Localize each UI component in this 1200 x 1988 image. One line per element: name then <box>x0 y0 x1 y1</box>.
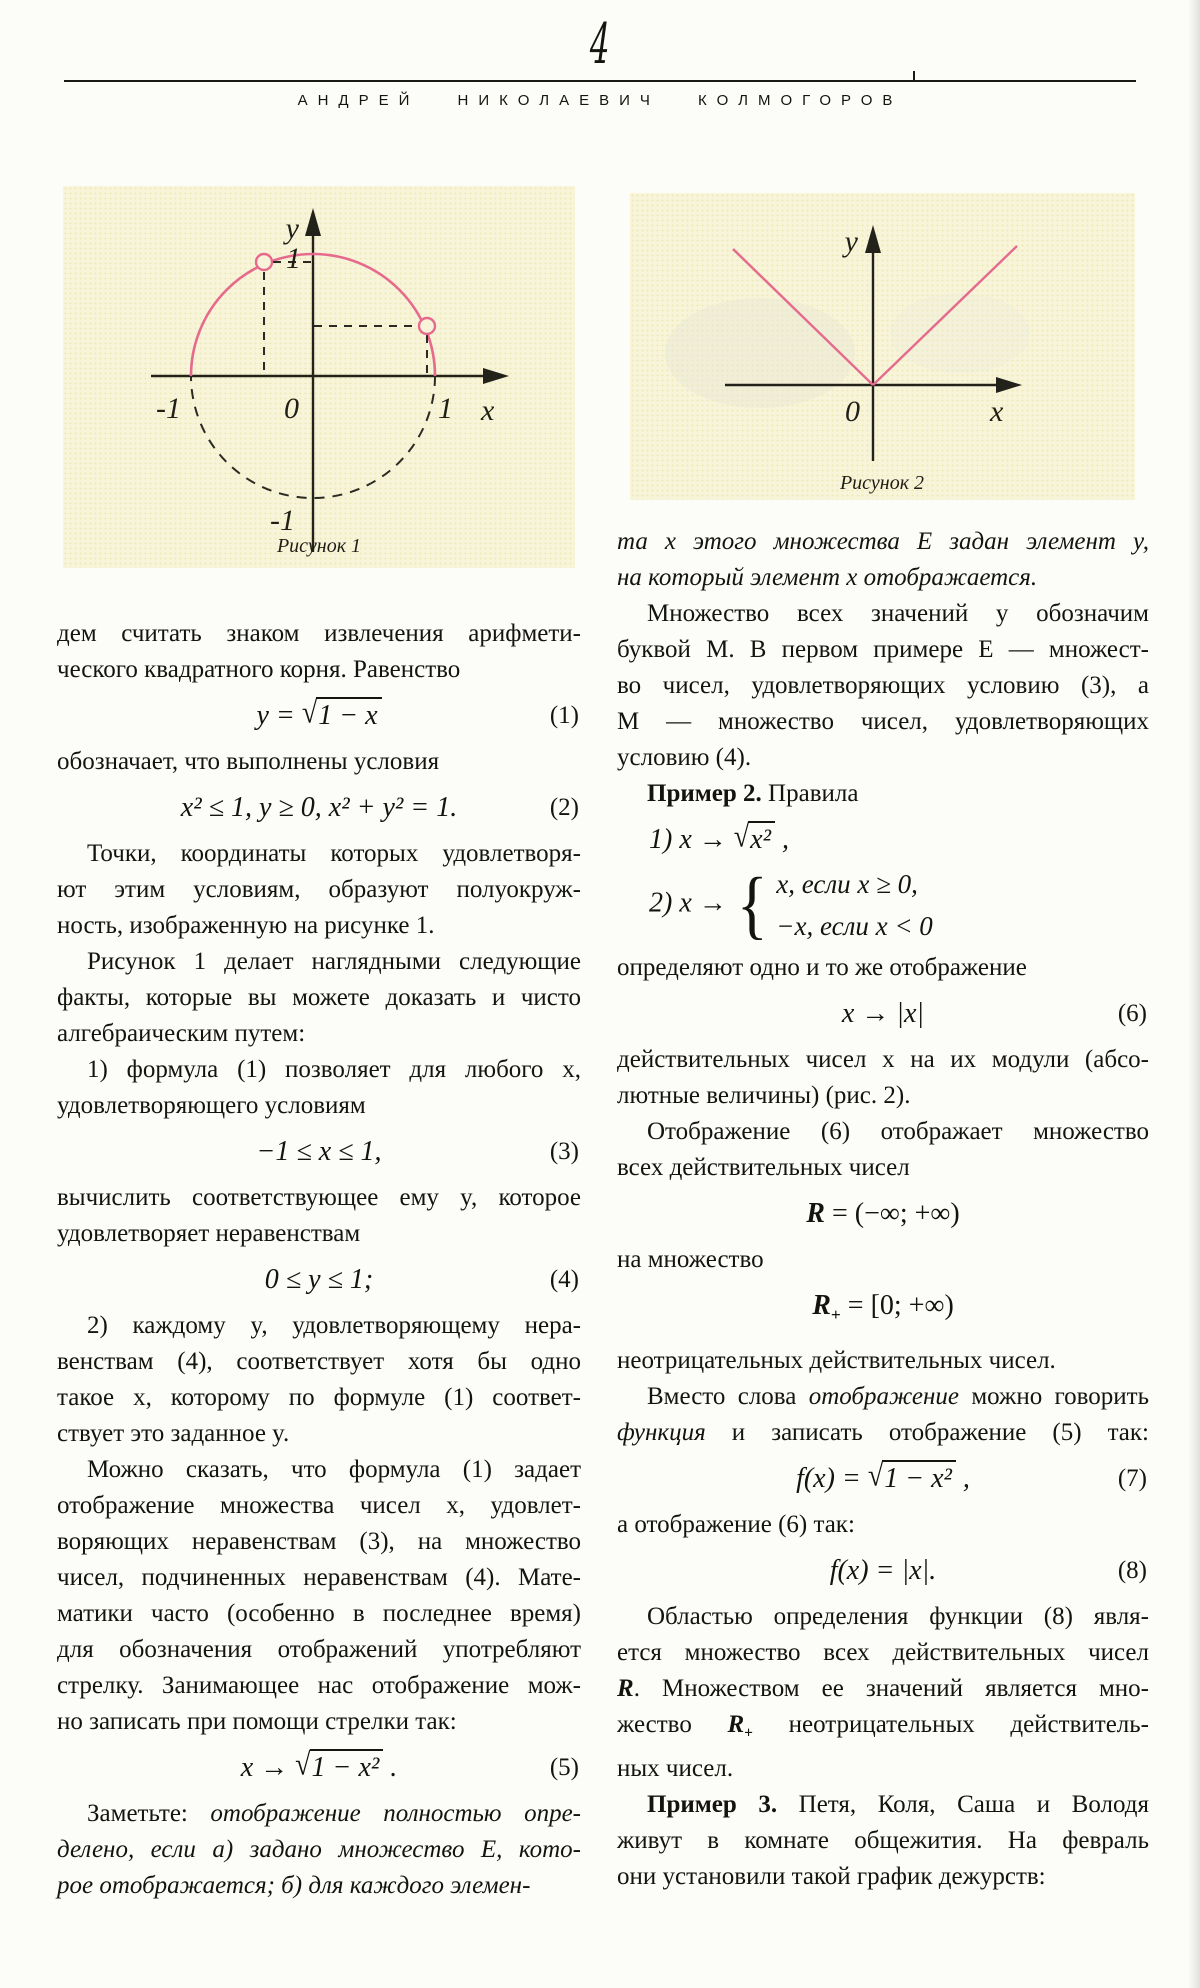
equation-R-plus: $R_+ = [0$; +∞) <box>812 1290 954 1325</box>
text-line: Заметьте: отображение полностью опре- <box>87 1800 581 1827</box>
text-line: алгебраическим путем: <box>57 1020 306 1047</box>
equation-5: x → √1 − x² . (5) <box>57 1748 581 1788</box>
running-header: АНДРЕЙ НИКОЛАЕВИЧ КОЛМОГОРОВ <box>297 92 903 109</box>
text-line: ется множество всех действительных чисел <box>617 1639 1149 1667</box>
text-line: но записать при помощи стрелки так: <box>57 1708 457 1735</box>
case-line: x, если x ≥ 0, <box>776 869 918 899</box>
equation-number: (2) <box>549 794 579 821</box>
header-rule <box>64 80 1136 82</box>
example-3-label: Пример 3. <box>647 1791 778 1819</box>
equation-number: (5) <box>549 1754 579 1781</box>
text-line: ность, изображенную на рисунке 1. <box>57 912 435 939</box>
text-line: неотрицательных действительных чисел. <box>617 1347 1056 1375</box>
text-line: они установили такой график дежурств: <box>617 1863 1046 1891</box>
equation-example2-rule1: 1) x → √x² , <box>617 820 1149 860</box>
text-line: факты, которые вы можете доказать и чисто <box>57 984 581 1011</box>
header-rule-tick <box>913 71 915 80</box>
text-line: во чисел, удовлетворяющих условию (3), а <box>617 672 1149 699</box>
fig2-x-label: x <box>990 395 1004 428</box>
point-marker <box>419 318 435 334</box>
text-line: а отображение (6) так: <box>617 1511 855 1539</box>
equation-1-math: y = √1 − x <box>256 696 381 736</box>
text-line: жество $R_+$ неотрицательных действитель- <box>617 1711 1149 1742</box>
fig1-minus-one-left-label: -1 <box>156 392 181 425</box>
equation-number: (3) <box>549 1138 579 1165</box>
sqrt-icon: √ <box>295 1747 311 1783</box>
text-line: обозначает, что выполнены условия <box>57 748 440 775</box>
scan-edge-shadow <box>1188 0 1200 1988</box>
equation-3: −1 ≤ x ≤ 1, (3) <box>57 1132 581 1172</box>
fig2-zero-label: 0 <box>845 395 860 428</box>
sqrt-icon: √ <box>733 819 750 855</box>
text-line: Вместо слова отображение можно говорить <box>647 1383 1149 1411</box>
text-line: чисел, подчиненных неравенствам (4). Мате- <box>57 1564 581 1591</box>
text-line: стрелку. Занимающее нас отображение мож- <box>57 1672 581 1699</box>
text-line: воряющих неравенствам (3), на множество <box>57 1528 581 1555</box>
text-line: Пример 2. Правила <box>647 780 859 807</box>
equation-number: (7) <box>1117 1465 1147 1493</box>
text-line: вычислить соответствующее ему y, которое <box>57 1184 581 1211</box>
text-line: ствует это заданное y. <box>57 1420 290 1447</box>
text-line: Множество всех значений y обозначим <box>647 600 1149 627</box>
left-column <box>57 616 581 1904</box>
figure-2-plot <box>630 193 1135 500</box>
fig1-minus-one-bottom-label: -1 <box>270 504 295 537</box>
figure-1 <box>63 186 575 568</box>
text-line: определяют одно и то же отображение <box>617 954 1027 981</box>
text-line: та x этого множества E задан элемент y, <box>617 528 1149 555</box>
y-axis-arrow-icon <box>865 225 881 253</box>
text-line: R. Множеством ее значений является мно- <box>617 1675 1149 1703</box>
text-line: рое отображается; б) для каждого элемен- <box>57 1872 531 1899</box>
set-R-symbol: R <box>806 1198 825 1229</box>
point-marker <box>256 254 272 270</box>
text-line: ют этим условиям, образуют полуокруж- <box>57 876 581 903</box>
text-line: 1) формула (1) позволяет для любого x, <box>87 1056 581 1083</box>
show-through-smudge <box>890 293 1030 373</box>
right-column <box>617 524 1149 1895</box>
equation-2: x² ≤ 1, y ≥ 0, x² + y² = 1. (2) <box>57 788 581 828</box>
equation-6: x → |x| (6) <box>617 994 1149 1034</box>
page-number: 4 <box>589 12 611 77</box>
show-through-smudge <box>665 298 855 408</box>
figure-1-plot <box>63 186 575 568</box>
text-line: M — множество чисел, удовлетворяющих <box>617 708 1149 735</box>
text-line: удовлетворяет неравенствам <box>57 1220 361 1247</box>
fig1-zero-label: 0 <box>284 392 299 425</box>
text-line: ческого квадратного корня. Равенство <box>57 656 461 683</box>
fig1-x-label: x <box>481 394 495 427</box>
text-line: делено, если а) задано множество E, кото- <box>57 1836 581 1863</box>
text-line: функция и записать отображение (5) так: <box>617 1419 1149 1447</box>
equation-number: (4) <box>549 1266 579 1293</box>
text-line: ных чисел. <box>617 1755 734 1783</box>
equation-number: (6) <box>1117 1000 1147 1027</box>
x-axis-arrow-icon <box>483 368 509 384</box>
fig1-caption: Рисунок 1 <box>276 535 362 557</box>
text-line: для обозначения отображений употребляют <box>57 1636 581 1663</box>
text-line: действительных чисел x на их модули (абсо- <box>617 1046 1149 1073</box>
piecewise-cases <box>734 862 933 947</box>
text-line: Пример 3. Петя, Коля, Саша и Володя <box>647 1791 1149 1819</box>
fig2-caption: Рисунок 2 <box>839 472 925 494</box>
equation-number: (8) <box>1117 1557 1147 1585</box>
equation-7: f(x) = √1 − x² , (7) <box>617 1459 1149 1499</box>
text-line: на множество <box>617 1246 764 1273</box>
text-line: Можно сказать, что формула (1) задает <box>87 1456 581 1483</box>
equation-number: (1) <box>549 702 579 729</box>
text-line: матики часто (особенно в последнее время) <box>57 1600 581 1627</box>
text-line: удовлетворяющего условиям <box>57 1092 366 1119</box>
case-brace-icon: { <box>736 862 768 947</box>
case-line: −x, если x < 0 <box>776 911 933 941</box>
figure-2 <box>630 193 1135 500</box>
sqrt-icon: √ <box>301 695 318 731</box>
text-line: буквой M. В первом примере E — множест- <box>617 636 1149 663</box>
x-axis-arrow-icon <box>996 377 1022 393</box>
text-line: живут в комнате общежития. На февраль <box>617 1827 1149 1855</box>
text-line: такое x, которому по формуле (1) соответ- <box>57 1384 581 1411</box>
text-line: Отображение (6) отображает множество <box>647 1118 1149 1145</box>
text-line: всех действительных чисел <box>617 1154 910 1181</box>
fig1-y-label: y <box>285 212 299 245</box>
fig1-one-top-label: 1 <box>286 242 301 275</box>
text-line: дем считать знаком извлечения арифмети- <box>57 620 581 647</box>
text-line: венствам (4), соответствует хотя бы одно <box>57 1348 581 1375</box>
y-axis-arrow-icon <box>305 208 321 236</box>
sqrt-icon: √ <box>867 1458 884 1494</box>
equation-R: R = (−∞; +∞) <box>806 1198 960 1229</box>
text-line: лютные величины) (рис. 2). <box>617 1082 911 1109</box>
text-line: условию (4). <box>617 744 752 771</box>
equation-4: 0 ≤ y ≤ 1; (4) <box>57 1260 581 1300</box>
fig1-one-right-label: 1 <box>438 392 453 425</box>
equation-1 <box>57 696 581 736</box>
text-line: Областью определения функции (8) явля- <box>647 1603 1149 1631</box>
set-R-plus-symbol: R <box>812 1290 831 1321</box>
fig2-y-label: y <box>844 225 858 258</box>
text-line: на который элемент x отображается. <box>617 564 1038 591</box>
example-2-label: Пример 2. <box>647 780 762 807</box>
equation-example2-rule2: 2) x → { x, если x ≥ 0, −x, если x < 0 <box>649 862 933 947</box>
equation-8: f(x) = |x|. (8) <box>617 1551 1149 1591</box>
text-line: 2) каждому y, удовлетворяющему нера- <box>87 1312 581 1339</box>
text-line: Точки, координаты которых удовлетворя- <box>87 840 581 867</box>
text-line: отображение множества чисел x, удовлет- <box>57 1492 581 1519</box>
text-line: Рисунок 1 делает наглядными следующие <box>87 948 581 975</box>
